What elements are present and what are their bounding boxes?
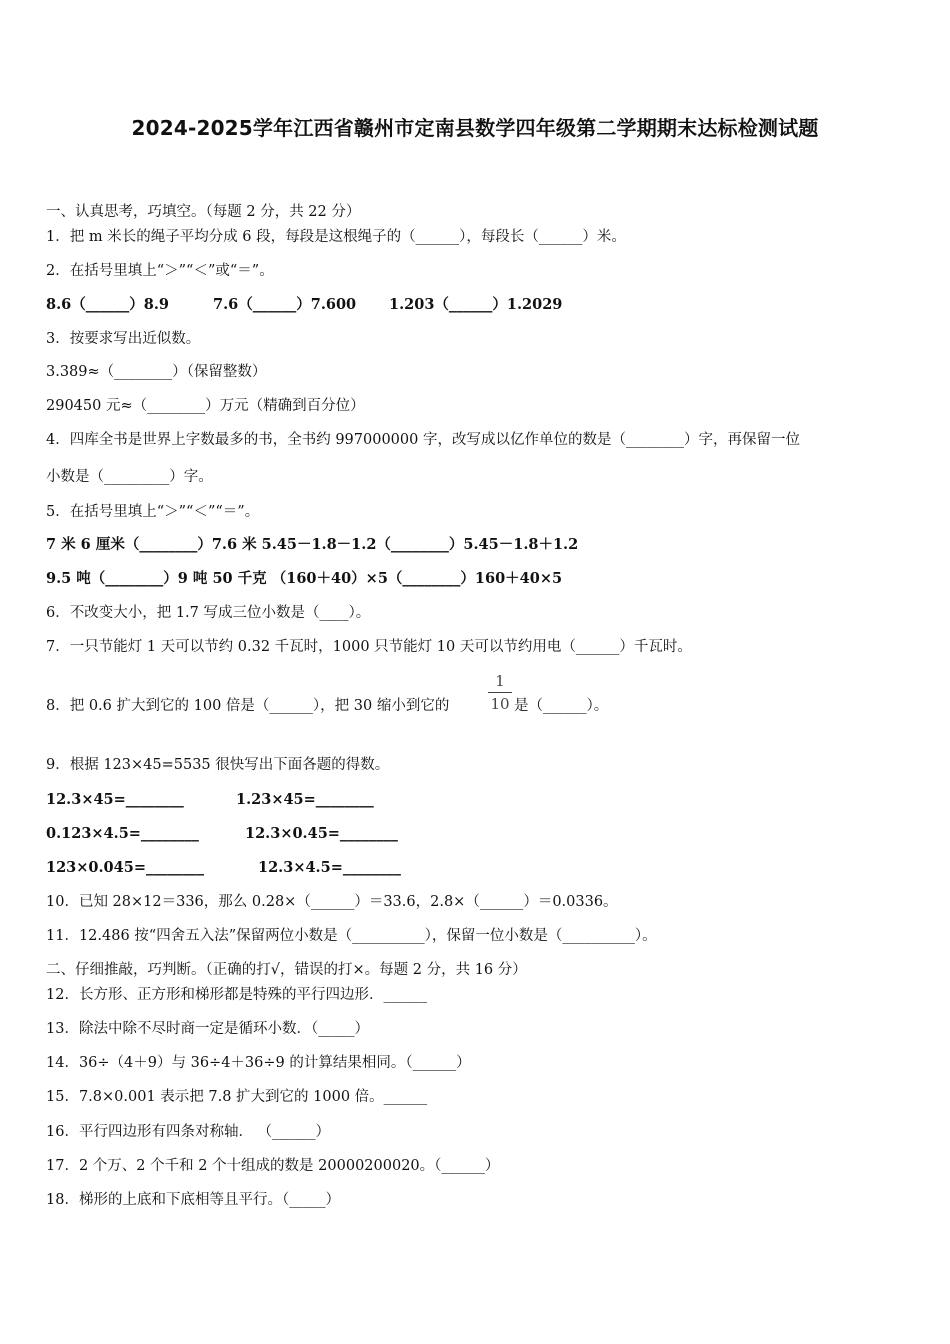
question-2-c: 1.203（______）1.2029	[389, 296, 563, 313]
question-13: 13．除法中除不尽时商一定是循环小数．（_____）	[46, 1021, 369, 1037]
question-7: 7．一只节能灯 1 天可以节约 0.32 千瓦时，1000 只节能灯 10 天可以节约用电（______）千瓦时。	[46, 639, 692, 655]
fraction-one-tenth	[488, 672, 512, 713]
question-8-text: 8．把 0.6 扩大到它的 100 倍是（______），把 30 缩小到它的	[46, 698, 450, 714]
question-9-b1: 0.123×4.5=________	[46, 825, 199, 842]
question-18: 18．梯形的上底和下底相等且平行。（_____）	[46, 1192, 340, 1208]
question-12: 12．长方形、正方形和梯形都是特殊的平行四边形．______	[46, 987, 427, 1003]
question-10: 10．已知 28×12＝336，那么 0.28×（______）＝33.6，2.8×（______）＝0.0336。	[46, 894, 618, 910]
question-4-line-2: 小数是（_________）字。	[46, 469, 213, 485]
page-title: 2024-2025学年江西省赣州市定南县数学四年级第二学期期末达标检测试题	[131, 116, 819, 140]
question-9-a1: 12.3×45=________	[46, 791, 184, 808]
question-9-b2: 12.3×0.45=________	[245, 825, 398, 842]
question-3: 3．按要求写出近似数。	[46, 331, 201, 347]
question-5: 5．在括号里填上“＞”“＜”“＝”。	[46, 504, 260, 520]
fraction-denominator: 10	[490, 695, 510, 713]
section-2-heading: 二、仔细推敲，巧判断。（正确的打√，错误的打×。每题 2 分，共 16 分）	[46, 962, 527, 978]
section-1-heading: 一、认真思考，巧填空。（每题 2 分，共 22 分）	[46, 204, 361, 220]
question-9-c1: 123×0.045=________	[46, 859, 204, 876]
question-3-a: 3.389≈（________）（保留整数）	[46, 364, 267, 380]
question-8-tail: 是（______）。	[514, 698, 609, 714]
question-11: 11．12.486 按“四舍五入法”保留两位小数是（__________），保留一位小数是（__________）。	[46, 928, 657, 944]
question-17: 17．2 个万、2 个千和 2 个十组成的数是 20000200020。（______）	[46, 1158, 500, 1174]
question-2: 2．在括号里填上“＞”“＜”或“＝”。	[46, 263, 274, 279]
question-2-b: 7.6（______）7.600	[213, 296, 357, 313]
fraction-bar	[488, 692, 512, 693]
fraction-numerator: 1	[495, 672, 505, 690]
question-5-a: 7 米 6 厘米（________）7.6 米 5.45－1.8－1.2（________）5.45－1.8＋1.2	[46, 536, 579, 553]
question-15: 15．7.8×0.001 表示把 7.8 扩大到它的 1000 倍。______	[46, 1089, 428, 1105]
question-6: 6．不改变大小，把 1.7 写成三位小数是（____）。	[46, 605, 371, 621]
question-9-c2: 12.3×4.5=________	[258, 859, 401, 876]
question-16: 16．平行四边形有四条对称轴． （______）	[46, 1124, 331, 1140]
question-2-a: 8.6（______）8.9	[46, 296, 169, 313]
question-9: 9．根据 123×45=5535 很快写出下面各题的得数。	[46, 757, 390, 773]
question-9-a2: 1.23×45=________	[236, 791, 374, 808]
question-4-line-1: 4．四库全书是世界上字数最多的书，全书约 997000000 字，改写成以亿作单位的数是（________）字，再保留一位	[46, 432, 800, 448]
question-3-b: 290450 元≈（________）万元（精确到百分位）	[46, 398, 365, 414]
question-14: 14．36÷（4＋9）与 36÷4＋36÷9 的计算结果相同。（______）	[46, 1055, 471, 1071]
question-5-b: 9.5 吨（________）9 吨 50 千克 （160＋40）×5（________）160＋40×5	[46, 570, 563, 587]
question-1: 1．把 m 米长的绳子平均分成 6 段，每段是这根绳子的（______），每段长（______）米。	[46, 229, 626, 245]
